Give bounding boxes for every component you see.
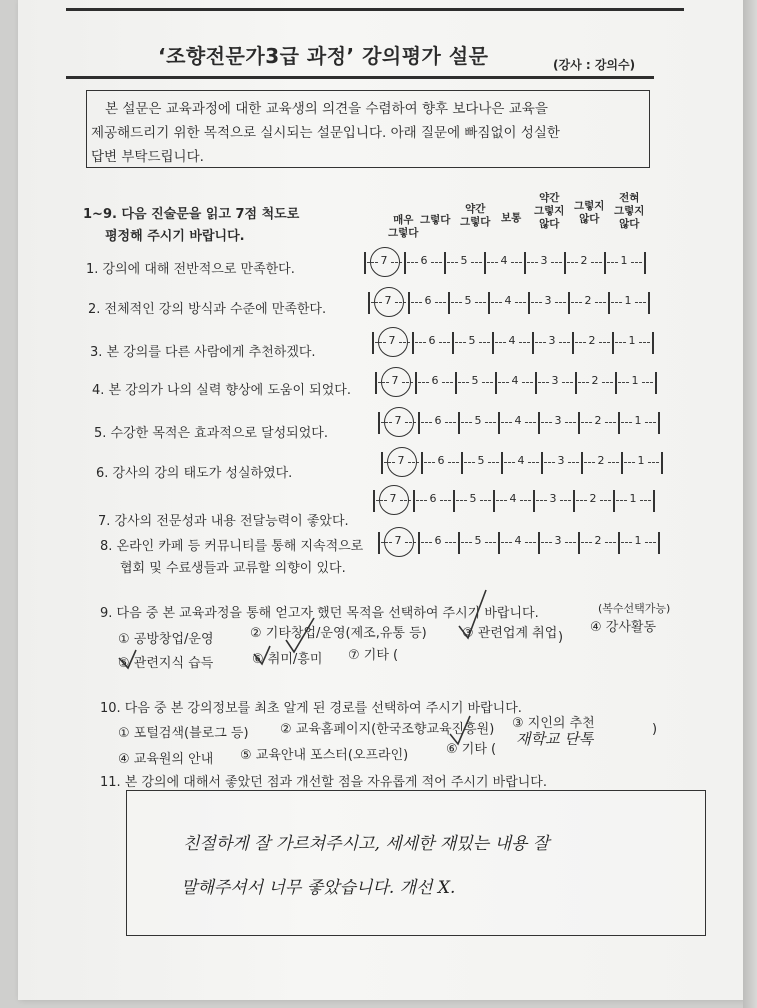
question-3-text: 3. 본 강의를 다른 사람에게 추천하겠다. xyxy=(90,345,316,360)
q11-handwritten-line-2: 말해주셔서 너무 좋았습니다. 개선 X. xyxy=(181,878,456,898)
q9-text: 9. 다음 중 본 교육과정을 통해 얻고자 했던 목적을 선택하여 주시기 바랍니다. xyxy=(100,606,539,621)
scale-option-7[interactable]: 7 xyxy=(391,374,399,387)
scale-option-2[interactable]: 2 xyxy=(584,294,592,307)
q9-option-7[interactable]: ⑦ 기타 ( xyxy=(348,648,399,663)
question-5-text: 5. 수강한 목적은 효과적으로 달성되었다. xyxy=(94,426,328,441)
scale-option-2[interactable]: 2 xyxy=(597,454,605,467)
scale-option-4[interactable]: 4 xyxy=(500,254,508,267)
q9-option-5[interactable]: ⑤ 관련지식 습득 xyxy=(118,656,214,671)
scale-header-line: 않다 xyxy=(619,218,640,230)
scale-option-3[interactable]: 3 xyxy=(554,414,562,427)
scale-header-line: 그렇지 xyxy=(614,205,645,217)
lecturer-label: (강사 : 강의수) xyxy=(553,58,636,72)
scale-option-2[interactable]: 2 xyxy=(588,334,596,347)
q9-check-3 xyxy=(459,590,486,638)
intro-line-2: 제공해드리기 위한 목적으로 실시되는 설문입니다. 아래 질문에 빠짐없이 성실한 xyxy=(91,125,560,141)
scale-option-7[interactable]: 7 xyxy=(380,254,388,267)
q11-text: 11. 본 강의에 대해서 좋았던 점과 개선할 점을 자유롭게 적어 주시기 바랍니다. xyxy=(100,775,548,790)
scale-header-line: 매우 xyxy=(393,214,414,226)
scale-option-6[interactable]: 6 xyxy=(424,294,432,307)
scale-header-line: 그렇다 xyxy=(420,214,451,226)
question-7-text: 7. 강사의 전문성과 내용 전달능력이 좋았다. xyxy=(98,514,349,529)
section-instruction-2: 평정해 주시기 바랍니다. xyxy=(105,229,245,244)
scale-header-line: 않다 xyxy=(539,218,560,230)
q9-check-5 xyxy=(119,650,136,668)
q9-check-6 xyxy=(254,646,270,664)
question-8-text: 협회 및 수료생들과 교류할 의향이 있다. xyxy=(120,561,346,576)
scale-option-5[interactable]: 5 xyxy=(468,334,476,347)
scale-option-7[interactable]: 7 xyxy=(384,294,392,307)
q9-option-6[interactable]: ⑥ 취미/흥미 xyxy=(252,652,323,667)
scale-option-2[interactable]: 2 xyxy=(589,492,597,505)
scale-option-3[interactable]: 3 xyxy=(554,534,562,547)
q9-note: (복수선택가능) xyxy=(598,602,671,615)
scale-header-line: 그렇지 xyxy=(574,200,605,212)
scale-option-3[interactable]: 3 xyxy=(551,374,559,387)
scale-option-6[interactable]: 6 xyxy=(434,534,442,547)
scale-option-1[interactable]: 1 xyxy=(620,254,628,267)
scale-option-5[interactable]: 5 xyxy=(477,454,485,467)
scale-option-5[interactable]: 5 xyxy=(471,374,479,387)
survey-paper xyxy=(18,0,745,1000)
scale-option-2[interactable]: 2 xyxy=(594,414,602,427)
scale-option-6[interactable]: 6 xyxy=(431,374,439,387)
scale-option-4[interactable]: 4 xyxy=(514,534,522,547)
scale-option-5[interactable]: 5 xyxy=(474,534,482,547)
scale-option-3[interactable]: 3 xyxy=(544,294,552,307)
question-4-text: 4. 본 강의가 나의 실력 향상에 도움이 되었다. xyxy=(92,383,351,398)
q9-check-2 xyxy=(286,618,314,652)
scale-option-7[interactable]: 7 xyxy=(389,492,397,505)
q10-option-6-close: ) xyxy=(652,722,658,737)
scale-option-7[interactable]: 7 xyxy=(394,534,402,547)
intro-line-1: 본 설문은 교육과정에 대한 교육생의 의견을 수렴하여 향후 보다나은 교육을 xyxy=(105,101,548,117)
scale-option-5[interactable]: 5 xyxy=(464,294,472,307)
scale-option-6[interactable]: 6 xyxy=(429,492,437,505)
scale-option-5[interactable]: 5 xyxy=(469,492,477,505)
q10-text: 10. 다음 중 본 강의정보를 최초 알게 된 경로를 선택하여 주시기 바랍니다. xyxy=(100,701,522,716)
scale-option-7[interactable]: 7 xyxy=(394,414,402,427)
scale-option-5[interactable]: 5 xyxy=(460,254,468,267)
q10-option-5[interactable]: ⑤ 교육안내 포스터(오프라인) xyxy=(240,748,409,763)
scale-header-line: 전혀 xyxy=(619,192,640,204)
intro-line-3: 답변 부탁드립니다. xyxy=(91,149,204,165)
question-2-text: 2. 전체적인 강의 방식과 수준에 만족한다. xyxy=(88,302,327,317)
scale-option-1[interactable]: 1 xyxy=(634,414,642,427)
scale-option-1[interactable]: 1 xyxy=(631,374,639,387)
q10-handwritten-answer: 재학교 단톡 xyxy=(516,730,594,748)
scale-option-1[interactable]: 1 xyxy=(628,334,636,347)
scale-option-1[interactable]: 1 xyxy=(629,492,637,505)
scale-option-1[interactable]: 1 xyxy=(634,534,642,547)
question-6-text: 6. 강사의 강의 태도가 성실하였다. xyxy=(96,466,293,481)
question-1-text: 1. 강의에 대해 전반적으로 만족한다. xyxy=(86,262,295,277)
scale-header-line: 그렇지 xyxy=(534,205,565,217)
scale-option-4[interactable]: 4 xyxy=(514,414,522,427)
q10-option-6[interactable]: ⑥ 기타 ( xyxy=(446,742,497,757)
scale-header-line: 보통 xyxy=(501,212,522,224)
scale-option-1[interactable]: 1 xyxy=(637,454,645,467)
scale-option-2[interactable]: 2 xyxy=(594,534,602,547)
q9-option-7-close: ) xyxy=(558,630,564,645)
question-8-text: 8. 온라인 카페 등 커뮤니티를 통해 지속적으로 xyxy=(100,539,364,554)
q9-option-3[interactable]: ③ 관련업계 취업 xyxy=(462,626,558,641)
q11-handwritten-line-1: 친절하게 잘 가르쳐주시고, 세세한 재밌는 내용 잘 xyxy=(183,834,550,854)
q9-option-2[interactable]: ② 기타창업/운영(제조,유통 등) xyxy=(250,626,427,641)
scale-option-2[interactable]: 2 xyxy=(591,374,599,387)
q10-option-3[interactable]: ③ 지인의 추천 xyxy=(512,716,595,731)
scale-option-6[interactable]: 6 xyxy=(428,334,436,347)
scale-option-5[interactable]: 5 xyxy=(474,414,482,427)
scale-option-4[interactable]: 4 xyxy=(504,294,512,307)
q10-option-2[interactable]: ② 교육홈페이지(한국조향교육진흥원) xyxy=(280,722,495,737)
scale-option-6[interactable]: 6 xyxy=(434,414,442,427)
scale-option-6[interactable]: 6 xyxy=(437,454,445,467)
scale-option-1[interactable]: 1 xyxy=(624,294,632,307)
q10-option-1[interactable]: ① 포털검색(블로그 등) xyxy=(118,726,249,741)
scale-header-line: 약간 xyxy=(465,203,486,215)
scale-header-line: 약간 xyxy=(539,192,560,204)
q9-option-1[interactable]: ① 공방창업/운영 xyxy=(118,632,214,647)
scale-header-line: 그렇다 xyxy=(460,216,491,228)
scale-option-3[interactable]: 3 xyxy=(549,492,557,505)
scale-header-line: 않다 xyxy=(579,213,600,225)
survey-title: ‘조향전문가3급 과정’ 강의평가 설문 xyxy=(158,44,489,68)
section-instruction-1: 1~9. 다음 진술문을 읽고 7점 척도로 xyxy=(83,207,300,222)
scale-option-4[interactable]: 4 xyxy=(517,454,525,467)
scale-option-4[interactable]: 4 xyxy=(509,492,517,505)
scale-option-4[interactable]: 4 xyxy=(511,374,519,387)
q9-option-4[interactable]: ④ 강사활동 xyxy=(590,620,657,635)
scale-option-7[interactable]: 7 xyxy=(397,454,405,467)
scale-option-3[interactable]: 3 xyxy=(540,254,548,267)
scale-option-4[interactable]: 4 xyxy=(508,334,516,347)
scale-option-3[interactable]: 3 xyxy=(548,334,556,347)
paper-stack-edge xyxy=(743,0,757,1008)
scale-header-line: 그렇다 xyxy=(388,227,419,239)
scale-option-7[interactable]: 7 xyxy=(388,334,396,347)
q11-answer-box[interactable] xyxy=(126,790,706,936)
scale-option-2[interactable]: 2 xyxy=(580,254,588,267)
scale-option-3[interactable]: 3 xyxy=(557,454,565,467)
scale-option-6[interactable]: 6 xyxy=(420,254,428,267)
q10-option-4[interactable]: ④ 교육원의 안내 xyxy=(118,752,214,767)
